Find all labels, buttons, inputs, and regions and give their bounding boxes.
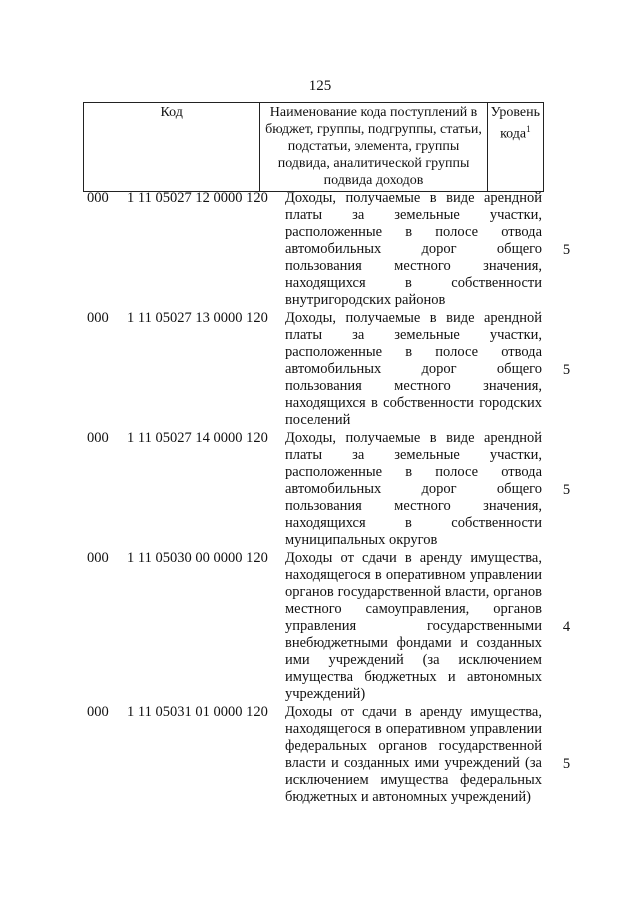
code-level: 5: [562, 755, 571, 772]
header-code: [84, 103, 260, 192]
admin-code: 000: [87, 704, 109, 720]
code-level: 5: [562, 361, 571, 378]
header-name: [260, 103, 487, 192]
admin-code: 000: [87, 310, 109, 326]
header-level: [487, 103, 543, 192]
income-code: 1 11 05027 14 0000 120: [127, 430, 268, 446]
income-code: 1 11 05027 12 0000 120: [127, 190, 268, 206]
admin-code: 000: [87, 190, 109, 206]
code-level: 5: [562, 481, 571, 498]
header-name-label: Наименование кода поступлений в бюджет, группы, подгруппы, статьи, подстатьи, элемента, группы подвида, аналитической группы подвида доходов: [265, 105, 482, 188]
income-code: 1 11 05030 00 0000 120: [127, 550, 268, 566]
income-code-name: Доходы, получаемые в виде арендной платы за земельные участки, расположенные в полосе отвода автомобильных дорог общего пользования местного значения, находящихся в собственности внутригородских районов: [285, 190, 542, 308]
income-code-list: [87, 190, 587, 824]
admin-code: 000: [87, 430, 109, 446]
table-row: [87, 550, 587, 704]
table-row: [87, 310, 587, 430]
income-code-name: Доходы, получаемые в виде арендной платы за земельные участки, расположенные в полосе отвода автомобильных дорог общего пользования местного значения, находящихся в собственности муниципальных округов: [285, 430, 542, 548]
income-code-name: Доходы от сдачи в аренду имущества, находящегося в оперативном управлении федеральных органов государственной власти и созданных ими учреждений (за исключением имущества федеральных бюджетных и автономных учреждений): [285, 704, 542, 805]
income-code: 1 11 05031 01 0000 120: [127, 704, 268, 720]
table-row: [87, 430, 587, 550]
code-level: 4: [562, 618, 571, 635]
income-code: 1 11 05027 13 0000 120: [127, 310, 268, 326]
header-code-label: Код: [160, 105, 183, 120]
code-level: 5: [562, 241, 571, 258]
page-number: 125: [308, 78, 332, 94]
header-level-label: Уровень кода: [490, 105, 540, 142]
table-row: [87, 190, 587, 310]
income-code-name: Доходы от сдачи в аренду имущества, находящегося в оперативном управлении органов государственной власти, органов местного самоуправления, органов управления государственными внебюджетными фондами и созданных ими учреждений (за исключением имущества бюджетных и автономных учреждений): [285, 550, 542, 702]
table-row: [87, 704, 587, 824]
income-code-name: Доходы, получаемые в виде арендной платы за земельные участки, расположенные в полосе отвода автомобильных дорог общего пользования местного значения, находящихся в собственности городских поселений: [285, 310, 542, 428]
table-header: [83, 102, 544, 192]
admin-code: 000: [87, 550, 109, 566]
footnote-marker: 1: [526, 124, 531, 134]
